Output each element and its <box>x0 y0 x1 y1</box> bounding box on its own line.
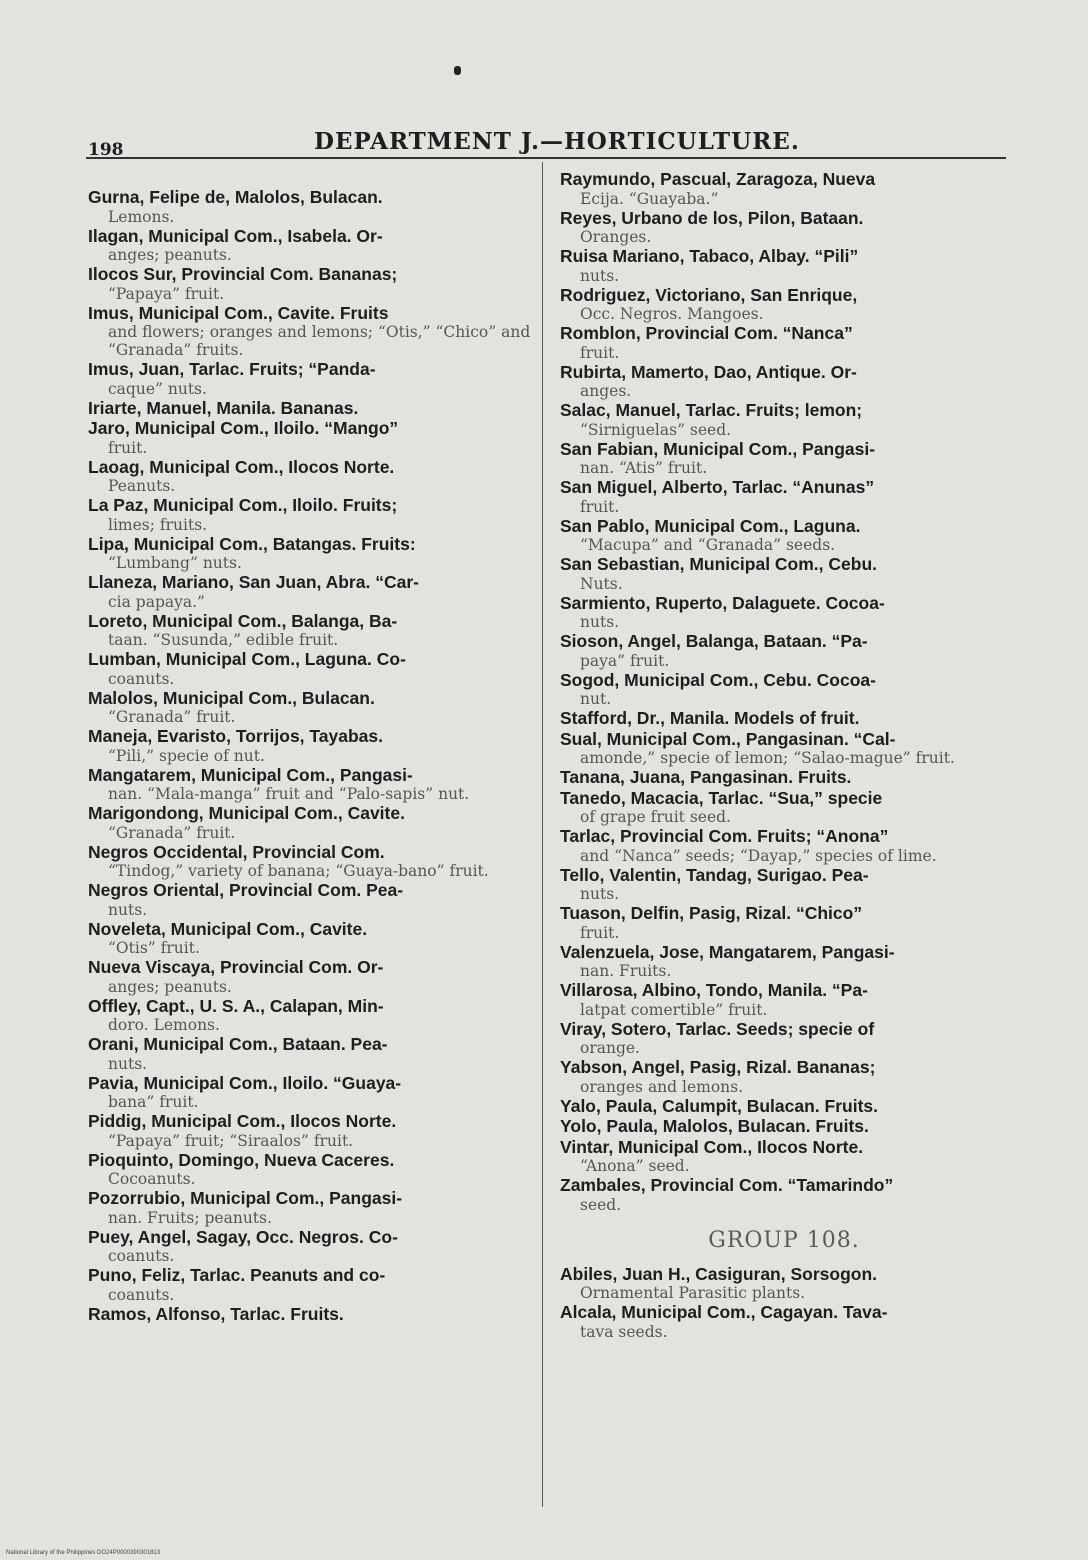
list-item <box>560 555 1008 593</box>
list-item <box>88 1228 534 1266</box>
list-item <box>88 689 534 727</box>
list-item <box>560 1303 1008 1341</box>
list-item <box>88 804 534 842</box>
entry-description: nuts. <box>580 266 620 285</box>
list-item <box>88 419 534 457</box>
left-column <box>88 188 534 1325</box>
entry-name: Laoag, Municipal Com., Ilocos Norte. <box>88 456 395 477</box>
entry-name: Yolo, Paula, Malolos, Bulacan. Fruits. <box>560 1116 869 1136</box>
entry-description: limes; fruits. <box>108 515 208 534</box>
entry-description: “Macupa” and “Granada” seeds. <box>580 536 836 554</box>
entry-description: coanuts. <box>108 1285 175 1304</box>
entry-name: Puey, Angel, Sagay, Occ. Negros. Co- <box>88 1226 398 1247</box>
entry-name: Nueva Viscaya, Provincial Com. Or- <box>88 957 384 977</box>
entry-name: Pavia, Municipal Com., Iloilo. “Guaya- <box>88 1072 402 1093</box>
entry-name: Malolos, Municipal Com., Bulacan. <box>88 687 375 708</box>
entry-description: nuts. <box>108 900 148 919</box>
entry-description: orange. <box>580 1039 640 1057</box>
entry-name: Rodriguez, Victoriano, San Enrique, <box>560 284 858 305</box>
entry-name: Villarosa, Albino, Tondo, Manila. “Pa- <box>560 980 868 1000</box>
entry-description: “Lumbang” nuts. <box>108 554 242 572</box>
entry-name: Marigondong, Municipal Com., Cavite. <box>88 803 405 823</box>
list-item <box>88 265 534 303</box>
entry-name: Tanedo, Macacia, Tarlac. “Sua,” specie <box>560 787 883 808</box>
entry-name: Valenzuela, Jose, Mangatarem, Pangasi- <box>560 941 895 962</box>
entry-name: Piddig, Municipal Com., Ilocos Norte. <box>88 1111 397 1131</box>
entry-name: Tuason, Delfin, Pasig, Rizal. “Chico” <box>560 903 863 923</box>
entry-description: nan. Fruits; peanuts. <box>108 1208 272 1227</box>
entry-description: amonde,” specie of lemon; “Salao-mague” fruit. <box>580 749 955 767</box>
list-item <box>88 458 534 496</box>
entry-description: nan. “Atis” fruit. <box>580 459 708 477</box>
entry-description: and flowers; oranges and lemons; “Otis,” “Chico” and “Granada” fruits. <box>108 323 531 359</box>
entry-description: fruit. <box>580 343 620 362</box>
list-item <box>560 730 1008 768</box>
entry-name: Rubirta, Mamerto, Dao, Antique. Or- <box>560 361 857 382</box>
entry-name: Tarlac, Provincial Com. Fruits; “Anona” <box>560 826 889 846</box>
entry-name: Maneja, Evaristo, Torrijos, Tayabas. <box>88 726 384 746</box>
entry-description: “Sirniguelas” seed. <box>580 420 732 439</box>
list-item <box>560 517 1008 555</box>
entry-description: seed. <box>580 1195 622 1214</box>
list-item <box>88 227 534 265</box>
list-item <box>560 1020 1008 1058</box>
entry-description: nuts. <box>580 885 620 903</box>
entry-description: fruit. <box>108 438 148 457</box>
header-rule <box>86 157 1006 159</box>
entry-description: bana” fruit. <box>108 1093 199 1111</box>
entry-description: nut. <box>580 690 612 708</box>
entry-name: Ilocos Sur, Provincial Com. Bananas; <box>88 264 398 284</box>
entry-description: paya” fruit. <box>580 651 670 670</box>
entry-description: and “Nanca” seeds; “Dayap,” species of lime. <box>580 846 937 865</box>
entry-name: Orani, Municipal Com., Bataan. Pea- <box>88 1034 388 1054</box>
entry-name: San Pablo, Municipal Com., Laguna. <box>560 515 861 536</box>
list-item <box>88 997 534 1035</box>
list-item <box>560 324 1008 362</box>
list-item <box>88 843 534 881</box>
library-footer: National Library of the Philippines DO24P0000390301813 <box>6 1550 161 1556</box>
list-item <box>560 1138 1008 1176</box>
entry-description: doro. Lemons. <box>108 1016 220 1034</box>
entry-name: Sogod, Municipal Com., Cebu. Cocoa- <box>560 669 876 690</box>
list-item <box>88 1151 534 1189</box>
list-item <box>560 286 1008 324</box>
entry-description: cia papaya.” <box>108 592 205 611</box>
entry-name: Ruisa Mariano, Tabaco, Albay. “Pili” <box>560 246 859 266</box>
list-item <box>88 727 534 765</box>
column-divider <box>542 162 543 1507</box>
list-item <box>88 1305 534 1325</box>
entry-name: Yabson, Angel, Pasig, Rizal. Bananas; <box>560 1057 876 1077</box>
entry-name: Tello, Valentin, Tandag, Surigao. Pea- <box>560 864 869 885</box>
entry-name: Stafford, Dr., Manila. Models of fruit. <box>560 708 860 728</box>
entry-description: fruit. <box>580 497 620 516</box>
entry-description: anges; peanuts. <box>108 246 232 264</box>
entry-description: “Tindog,” variety of banana; “Guaya-bano” fruit. <box>108 862 489 880</box>
entry-description: tava seeds. <box>580 1322 668 1341</box>
entry-description: “Granada” fruit. <box>108 823 236 842</box>
entry-description: coanuts. <box>108 1247 175 1265</box>
list-item <box>88 1074 534 1112</box>
list-item <box>560 478 1008 516</box>
group-heading: GROUP 108. <box>708 1227 860 1253</box>
list-item <box>560 866 1008 904</box>
entry-description: “Papaya” fruit; “Siraalos” fruit. <box>108 1131 354 1150</box>
list-item <box>560 1176 1008 1214</box>
entry-name: Imus, Juan, Tarlac. Fruits; “Panda- <box>88 359 376 379</box>
entry-description: nuts. <box>580 613 620 631</box>
entry-description: Peanuts. <box>108 477 176 495</box>
entry-name: Ilagan, Municipal Com., Isabela. Or- <box>88 225 383 246</box>
list-item <box>560 363 1008 401</box>
list-item <box>560 1265 1008 1303</box>
entry-name: Iriarte, Manuel, Manila. Bananas. <box>88 397 359 418</box>
entry-description: oranges and lemons. <box>580 1077 744 1096</box>
list-item <box>560 632 1008 670</box>
list-item <box>560 1097 1008 1117</box>
list-item <box>88 958 534 996</box>
entry-name: Sioson, Angel, Balanga, Bataan. “Pa- <box>560 631 868 651</box>
right-column <box>560 170 1008 1342</box>
entry-description: “Granada” fruit. <box>108 708 236 726</box>
list-item <box>88 650 534 688</box>
entry-description: caque” nuts. <box>108 379 207 398</box>
entry-description: nan. Fruits. <box>580 962 672 980</box>
list-item <box>88 304 534 360</box>
entry-name: San Sebastian, Municipal Com., Cebu. <box>560 554 877 574</box>
entry-name: Salac, Manuel, Tarlac. Fruits; lemon; <box>560 400 863 420</box>
entry-name: Gurna, Felipe de, Malolos, Bulacan. <box>88 187 383 207</box>
entry-name: Reyes, Urbano de los, Pilon, Bataan. <box>560 207 864 228</box>
list-item <box>88 920 534 958</box>
list-item <box>560 827 1008 865</box>
entry-description: anges; peanuts. <box>108 977 232 996</box>
list-item <box>560 671 1008 709</box>
list-item <box>560 594 1008 632</box>
entry-name: La Paz, Municipal Com., Iloilo. Fruits; <box>88 495 398 515</box>
entry-name: Llaneza, Mariano, San Juan, Abra. “Car- <box>88 572 419 592</box>
entry-name: Vintar, Municipal Com., Ilocos Norte. <box>560 1136 864 1157</box>
entry-name: Mangatarem, Municipal Com., Pangasi- <box>88 764 413 785</box>
entry-description: “Anona” seed. <box>580 1157 690 1175</box>
entry-name: Noveleta, Municipal Com., Cavite. <box>88 918 368 939</box>
list-item <box>88 1266 534 1304</box>
list-item <box>560 401 1008 439</box>
list-item <box>560 789 1008 827</box>
list-item <box>88 766 534 804</box>
entry-name: Loreto, Municipal Com., Balanga, Ba- <box>88 610 398 631</box>
entry-name: Romblon, Provincial Com. “Nanca” <box>560 323 853 343</box>
entry-name: Sarmiento, Ruperto, Dalaguete. Cocoa- <box>560 592 885 613</box>
list-item <box>88 496 534 534</box>
entry-name: Offley, Capt., U. S. A., Calapan, Min- <box>88 995 384 1016</box>
entry-name: Abiles, Juan H., Casiguran, Sorsogon. <box>560 1263 877 1284</box>
entry-name: Lumban, Municipal Com., Laguna. Co- <box>88 649 406 669</box>
entry-name: San Miguel, Alberto, Tarlac. “Anunas” <box>560 477 875 497</box>
entry-description: Cocoanuts. <box>108 1170 196 1188</box>
list-item <box>88 188 534 226</box>
entry-description: coanuts. <box>108 669 175 688</box>
entry-name: Viray, Sotero, Tarlac. Seeds; specie of <box>560 1018 875 1039</box>
entry-description: latpat comertible” fruit. <box>580 1000 768 1019</box>
entry-description: Occ. Negros. Mangoes. <box>580 305 764 323</box>
entry-description: of grape fruit seed. <box>580 808 731 826</box>
entry-name: Jaro, Municipal Com., Iloilo. “Mango” <box>88 418 399 438</box>
entry-description: nuts. <box>108 1054 148 1073</box>
list-item <box>560 209 1008 247</box>
list-item <box>88 1189 534 1227</box>
entry-name: Yalo, Paula, Calumpit, Bulacan. Fruits. <box>560 1095 878 1116</box>
list-item <box>560 170 1008 208</box>
entry-name: Pozorrubio, Municipal Com., Pangasi- <box>88 1188 403 1208</box>
list-item <box>88 1112 534 1150</box>
list-item <box>88 399 534 419</box>
entry-name: Alcala, Municipal Com., Cagayan. Tava- <box>560 1302 888 1322</box>
entry-description: “Papaya” fruit. <box>108 284 225 303</box>
list-item <box>560 1117 1008 1137</box>
entry-description: nan. “Mala-manga” fruit and “Palo-sapis” nut. <box>108 785 470 803</box>
entry-name: Sual, Municipal Com., Pangasinan. “Cal- <box>560 728 896 749</box>
entry-description: “Pili,” specie of nut. <box>108 746 265 765</box>
list-item <box>560 247 1008 285</box>
page-number: 198 <box>88 140 124 160</box>
entry-description: anges. <box>580 382 632 400</box>
entry-name: Negros Occidental, Provincial Com. <box>88 841 385 862</box>
list-item <box>560 1058 1008 1096</box>
entry-description: Oranges. <box>580 228 652 246</box>
list-item <box>560 943 1008 981</box>
list-item <box>88 881 534 919</box>
list-item <box>88 1035 534 1073</box>
list-item <box>88 535 534 573</box>
entry-name: Lipa, Municipal Com., Batangas. Fruits: <box>88 533 416 554</box>
entry-name: Zambales, Provincial Com. “Tamarindo” <box>560 1175 894 1195</box>
entry-name: Tanana, Juana, Pangasinan. Fruits. <box>560 767 852 787</box>
list-item <box>88 360 534 398</box>
entry-name: Puno, Feliz, Tarlac. Peanuts and co- <box>88 1265 386 1285</box>
list-item <box>560 904 1008 942</box>
entry-description: fruit. <box>580 923 620 942</box>
list-item <box>88 573 534 611</box>
entry-name: Raymundo, Pascual, Zaragoza, Nueva <box>560 169 876 189</box>
entry-description: “Otis” fruit. <box>108 939 200 957</box>
list-item <box>560 709 1008 729</box>
entry-description: taan. “Susunda,” edible fruit. <box>108 631 339 649</box>
entry-description: Ecija. “Guayaba.” <box>580 189 719 208</box>
list-item <box>560 768 1008 788</box>
ink-speck <box>454 66 461 75</box>
list-item <box>560 981 1008 1019</box>
list-item <box>560 440 1008 478</box>
entry-description: Lemons. <box>108 207 175 226</box>
list-item <box>88 612 534 650</box>
entry-name: Ramos, Alfonso, Tarlac. Fruits. <box>88 1303 344 1324</box>
entry-name: Imus, Municipal Com., Cavite. Fruits <box>88 302 389 323</box>
entry-name: San Fabian, Municipal Com., Pangasi- <box>560 438 876 459</box>
entry-description: Nuts. <box>580 574 623 593</box>
entry-name: Negros Oriental, Provincial Com. Pea- <box>88 880 404 900</box>
entry-description: Ornamental Parasitic plants. <box>580 1284 806 1302</box>
entry-name: Pioquinto, Domingo, Nueva Caceres. <box>88 1149 395 1170</box>
page-title: DEPARTMENT J.—HORTICULTURE. <box>314 128 800 155</box>
